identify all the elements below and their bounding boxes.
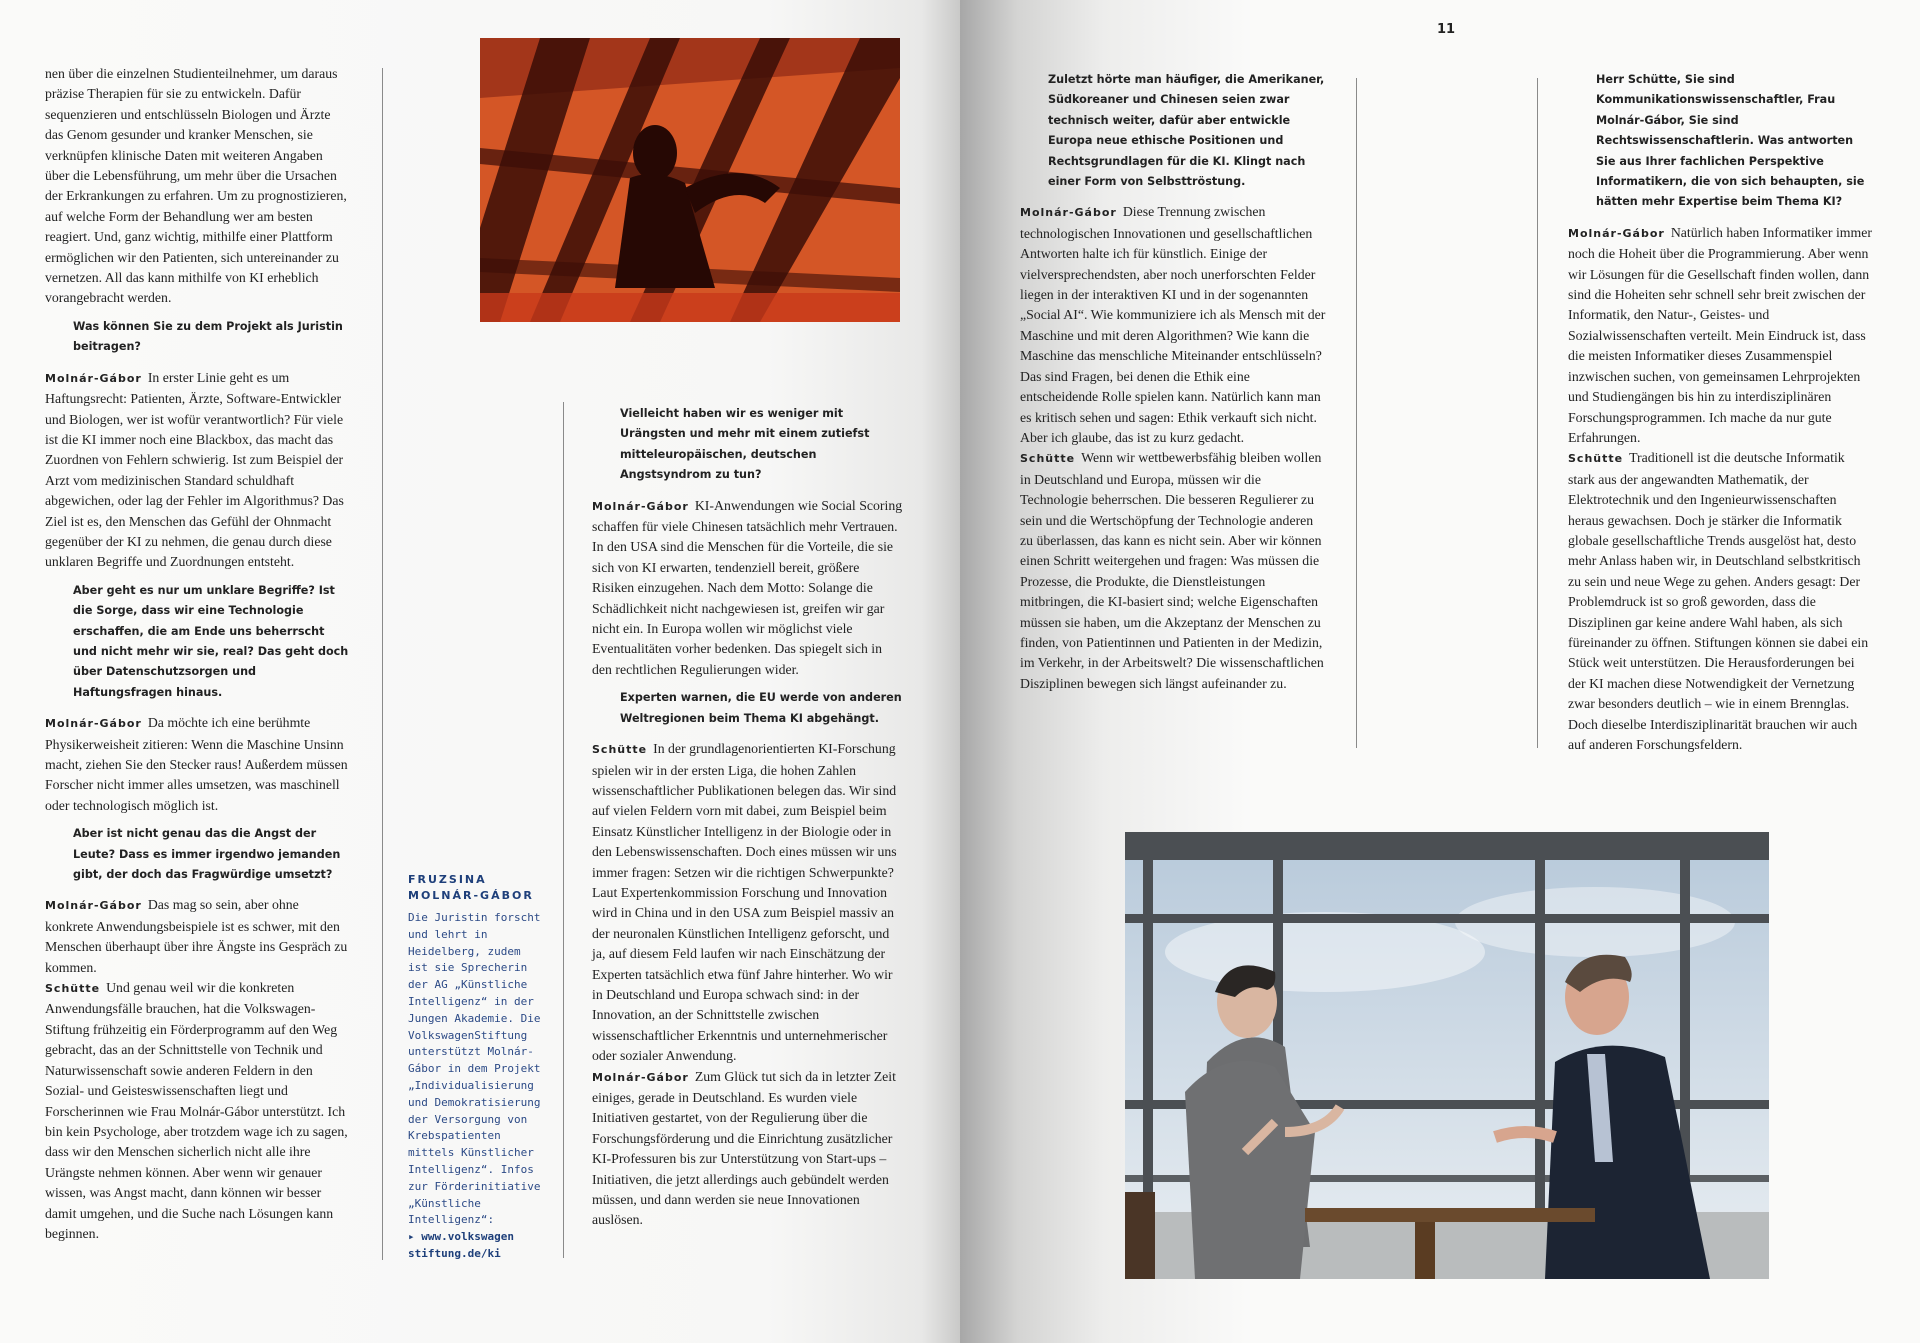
speaker-label: Molnár-Gábor (45, 899, 142, 913)
answer-paragraph (45, 978, 350, 1244)
text-column-2 (592, 396, 904, 1231)
shadow-photo (480, 38, 900, 322)
interview-photo (1125, 832, 1769, 1279)
speaker-label: Molnár-Gábor (1568, 226, 1665, 240)
interview-question: Aber geht es nur um unklare Begriffe? Ist die Sorge, dass wir eine Technologie erschaffen, die am Ende uns beherrscht und nicht mehr wir sie, real? Das geht doch über Datenschutzsorgen und Haftungsfragen hinaus. (73, 583, 349, 699)
answer-paragraph (1568, 448, 1874, 755)
text-column-3 (1020, 70, 1328, 694)
answer-text: Und genau weil wir die konkreten Anwendungsfälle brauchen, hat die Volkswagen-Stiftung frühzeitig ein Förderprogramm auf den Weg gebracht, das an der Schnittstelle von Technik und Naturwissenschaft sowie anderen Feldern in den Sozial- und Geisteswissenschaften liegt und Forscherinnen wie Frau Molnár-Gábor unterstützt. Ich bin kein Psychologe, aber trotzdem wage ich zu sagen, dass wir den Menschen sicherlich nicht alle ihre Urängste nehmen können. Aber wenn wir genauer wissen, was Angst macht, dann können wir besser damit umgehen, und die Suche nach Lösungen kann beginnen. (45, 980, 348, 1241)
page-number: 11 (1437, 22, 1456, 37)
column-rule (1356, 78, 1357, 748)
text-column-1 (45, 64, 350, 1244)
speaker-label: Schütte (1020, 452, 1076, 466)
answer-text: Natürlich haben Informatiker immer noch die Hoheit über die Programmierung. Aber wenn wir Lösungen für die Gesellschaft finden wollen, dann sind die Hoheiten sehr schnell sehr breit zwischen der Informatik, den Natur-, Geistes- und Sozialwissenschaften verteilt. Mein Eindruck ist, dass die meisten Informatiker dieses Zusammenspiel inzwischen suchen, von gemeinsamen Lehrprojekten und Studiengängen bis hin zu interdisziplinären Forschungsprogrammen. Ich mache da nur gute Erfahrungen. (1568, 224, 1872, 445)
answer-text: Traditionell ist die deutsche Informatik stark aus der angewandten Mathematik, der Elektrotechnik und den Ingenieurwissenschaften heraus gewachsen. Doch je stärker die Informatik globale gesellschaftliche Trends ausgelöst hat, desto mehr Anlass haben wir, in Deutschland selbstkritisch zu sein und neue Wege zu gehen. Anders gesagt: Der Problemdruck ist so groß geworden, dass die Disziplinen gar keine andere Wahl haben, als sich füreinander zu öffnen. Stiftungen können sie dabei ein Stück weit unterstützen. Die Herausforderungen bei der KI machen diese Notwendigkeit der Vernetzung zwar besonders deutlich – wie in einem Brennglas. Doch dieselbe Interdisziplinarität brauchen wir auch auf anderen Forschungsfeldern. (1568, 450, 1869, 752)
speaker-label: Schütte (1568, 452, 1624, 466)
interview-question: Was können Sie zu dem Projekt als Juristin beitragen? (73, 319, 343, 354)
interview-question: Herr Schütte, Sie sind Kommunikationswissenschaftler, Frau Molnár-Gábor, Sie sind Rechtswissenschaftlerin. Was antworten Sie aus Ihrer fachlichen Perspektive Informatikern, die von sich behaupten, sie hätten mehr Expertise beim Thema KI? (1596, 73, 1865, 209)
answer-text: Diese Trennung zwischen technologischen Innovationen und gesellschaftlichen Antworten halte ich für künstlich. Einige der vielversprechendsten, aber noch unerforschten Felder liegen in der interaktiven KI und in der sogenannten „Social AI“. Wie kommuniziere ich als Mensch mit der Maschine und mit deren Algorithmen? Wie kann die Maschine das menschliche Miteinander entschlüsseln? Das sind Fragen, bei denen die Ethik eine entscheidende Rolle spielen kann. Natürlich kann man es kritisch sehen und sagen: Ethik verkauft sich nicht. Aber ich glaube, das ist zu kurz gedacht. (1020, 204, 1326, 445)
answer-text: Zum Glück tut sich da in letzter Zeit einiges, gerade in Deutschland. Es wurden viele Initiativen gestartet, von der Regulierung über die Forschungsförderung und die Einrichtung zusätzlicher KI-Professuren bis zur Unterstützung von Start-ups – Initiativen, die jetzt allerdings auch gebündelt werden müssen, und dann werden sie neue Innovationen auslösen. (592, 1068, 896, 1228)
column-rule (382, 68, 383, 1260)
answer-paragraph (592, 739, 904, 1067)
sidebar-name: FRUZSINA MOLNÁR-GÁBOR (408, 873, 534, 902)
author-sidebar (408, 872, 543, 1263)
column-rule (1537, 78, 1538, 748)
interview-question: Aber ist nicht genau das die Angst der Leute? Dass es immer irgendwo jemanden gibt, der doch das Fragwürdige umsetzt? (73, 827, 341, 882)
paragraph: nen über die einzelnen Studienteilnehmer, um daraus präzise Therapien für sie zu entwickeln. Dafür sequenzieren und entschlüsseln Biologen und Ärzte das Genom gesunder und kranker Menschen, sie verknüpfen klinische Daten mit weiteren Angaben über die Lebensführung, um mehr über die Ursachen der Erkrankungen zu erfahren. Um zu prognostizieren, auf welche Form der Behandlung wer am besten reagiert. Und, ganz wichtig, mithilfe einer Plattform ermöglichen wir den Patienten, sich untereinander zu vernetzen. All das kann mithilfe von KI erheblich vorangebracht werden. (45, 66, 347, 306)
answer-text: Da möchte ich eine berühmte Physikerweisheit zitieren: Wenn die Maschine Unsinn macht, ziehen Sie den Stecker raus! Außerdem müssen Forscher nicht immer alles umsetzen, was maschinell oder technologisch möglich ist. (45, 715, 348, 813)
answer-paragraph (45, 713, 350, 816)
answer-text: Wenn wir wettbewerbsfähig bleiben wollen in Deutschland und Europa, müssen wir die Technologie beherrschen. Die besseren Regulierer zu sein und die Wertschöpfung der Technologie anderen zu überlassen, das kann es nicht sein. Aber wir können einen Schritt weitergehen und fragen: Was müssen die Prozesse, die Produkte, die Dienstleistungen mitbringen, die KI-basiert sind; welche Eigenschaften müssen sie haben, um die Akzeptanz der Menschen zu finden, von Patientinnen und Patienten in der Medizin, im Verkehr, in der Arbeitswelt? Die wissenschaftlichen Disziplinen bewegen sich längst aufeinander zu. (1020, 450, 1324, 691)
interview-question: Zuletzt hörte man häufiger, die Amerikaner, Südkoreaner und Chinesen seien zwar technisch weiter, dafür aber entwickle Europa neue ethische Positionen und Rechtsgrundlagen für die KI. Klingt nach einer Form von Selbsttröstung. (1048, 73, 1325, 189)
answer-text: Das mag so sein, aber ohne konkrete Anwendungsbeispiele ist es schwer, mit den Menschen überhaupt über ihre Ängste ins Gespräch zu kommen. (45, 897, 348, 975)
speaker-label: Molnár-Gábor (592, 499, 689, 513)
answer-paragraph (1020, 202, 1328, 448)
speaker-label: Schütte (45, 982, 101, 996)
interview-question: Vielleicht haben wir es weniger mit Urängsten und mehr mit einem zutiefst mitteleuropäischen, deutschen Angstsyndrom zu tun? (620, 407, 870, 482)
answer-text: In der grundlagenorientierten KI-Forschung spielen wir in der ersten Liga, die hohen Zahlen wissenschaftlicher Publikationen belegen das. Wir sind auf vielen Feldern vorn mit dabei, zum Beispiel beim Einsatz Künstlicher Intelligenz in der Biologie oder in den Lebenswissenschaften. Doch eines müssen wir uns immer fragen: Setzen wir die richtigen Schwerpunkte? Laut Expertenkommission Forschung und Innovation wird in China und in den USA zum Beispiel massiv an der neuronalen Künstlichen Intelligenz geforscht, und ja, auf diesem Feld laufen wir nach Einschätzung der Experten tatsächlich etwa fünf Jahre hinterher. Wo wir in Deutschland und Europa schwach sind: in der Innovation, an der Schnittstelle zwischen wissenschaftlicher Erkenntnis und unternehmerischer oder sozialer Anwendung. (592, 741, 897, 1064)
answer-paragraph (1020, 448, 1328, 694)
answer-paragraph (45, 895, 350, 978)
shadow-photo-graphic (480, 38, 900, 322)
sidebar-link[interactable] (408, 1229, 543, 1263)
sidebar-link-text: www.volkswagen stiftung.de/ki (408, 1230, 514, 1260)
answer-paragraph (592, 496, 904, 681)
answer-paragraph (1568, 223, 1874, 448)
interview-question: Experten warnen, die EU werde von anderen Weltregionen beim Thema KI abgehängt. (620, 691, 902, 725)
speaker-label: Molnár-Gábor (45, 371, 142, 385)
column-rule (563, 402, 564, 1258)
arrow-icon: ▸ (408, 1230, 422, 1244)
answer-text: KI-Anwendungen wie Social Scoring schaffen für viele Chinesen tatsächlich mehr Vertrauen. In den USA sind die Menschen für die Vorteile, die sie sich von KI erwarten, tendenziell bereit, größere Risiken einzugehen. Nach dem Motto: Solange die Schädlichkeit nicht nachgewiesen ist, greifen wir gar nicht ein. In Europa wollen wir möglichst viele Eventualitäten vorher bedenken. Das spiegelt sich in den rechtlichen Regulierungen wider. (592, 497, 903, 677)
speaker-label: Molnár-Gábor (1020, 206, 1117, 220)
speaker-label: Molnár-Gábor (45, 717, 142, 731)
answer-text: In erster Linie geht es um Haftungsrecht: Patienten, Ärzte, Software-Entwickler und Biologen, wer ist wofür verantwortlich? Für viele ist die KI immer noch eine Blackbox, das macht das Zuordnen von Fehlern schwierig. Ist zum Beispiel der Arzt vom medizinischen Standard schuldhaft abgewichen, oder lag der Fehler im Algorithmus? Das Ziel ist es, den Menschen das Gefühl der Ohnmacht gegenüber der KI zu nehmen, die genau durch diese unklaren Begriffe und Zuordnungen entsteht. (45, 369, 344, 570)
interview-photo-graphic (1125, 832, 1769, 1279)
answer-paragraph (45, 368, 350, 573)
answer-paragraph (592, 1067, 904, 1231)
speaker-label: Molnár-Gábor (592, 1070, 689, 1084)
text-column-4 (1568, 70, 1874, 755)
sidebar-body: Die Juristin forscht und lehrt in Heidelberg, zudem ist sie Sprecherin der AG „Künstliche Intelligenz“ in der Jungen Akademie. Die VolkswagenStiftung unterstützt Molnár-Gábor in dem Projekt „Individualisierung und Demokratisierung der Versorgung von Krebspatienten mittels Künstlicher Intelligenz“. Infos zur Förderinitiative „Künstliche Intelligenz“: (408, 911, 541, 1227)
speaker-label: Schütte (592, 743, 648, 757)
